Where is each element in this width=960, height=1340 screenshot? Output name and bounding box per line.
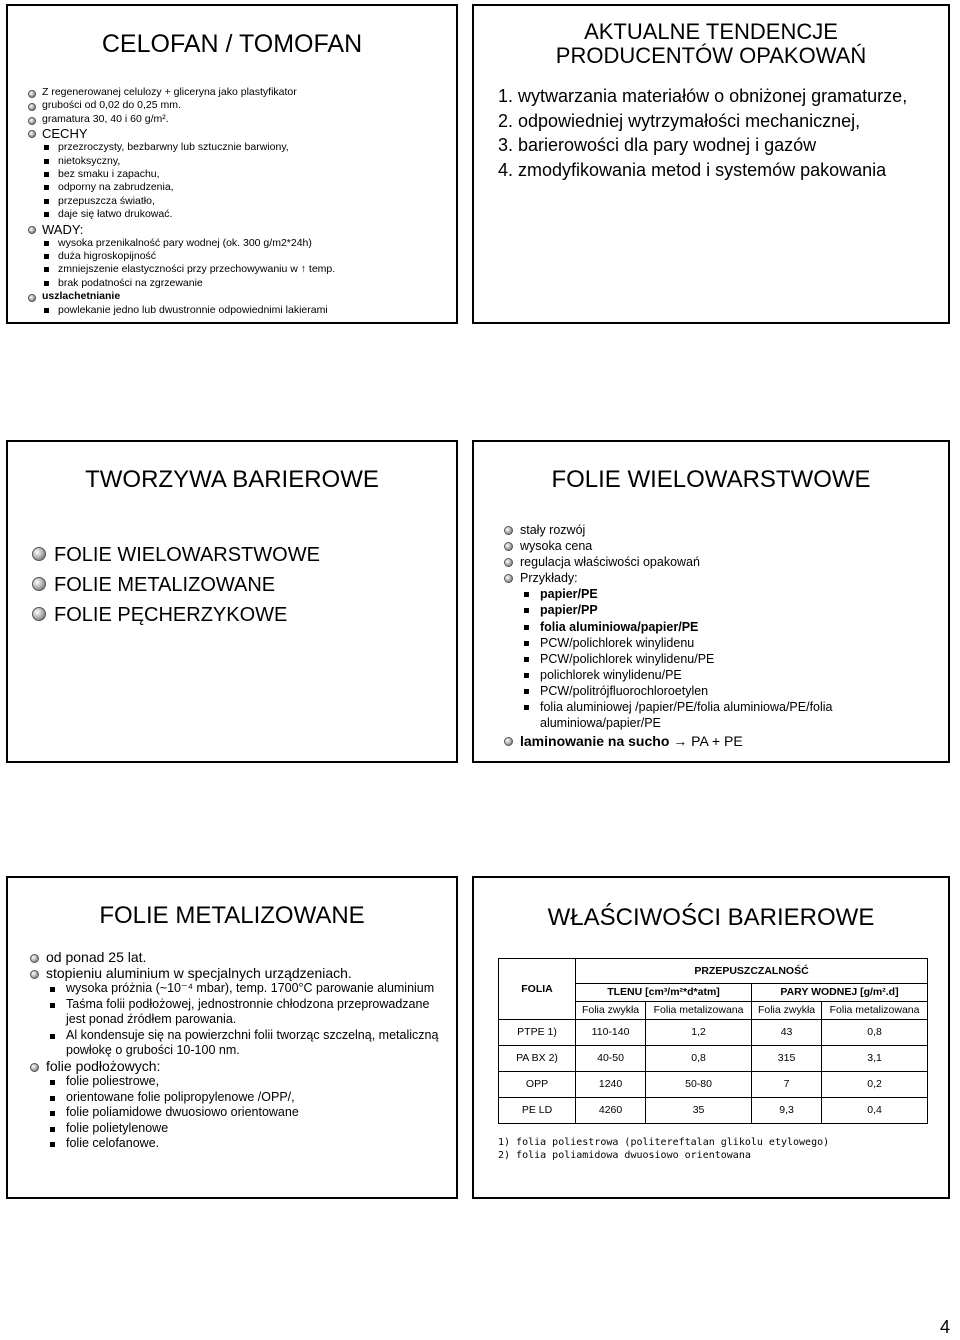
table-subheader: Folia metalizowana [822,1002,928,1020]
table-header-row [499,959,928,984]
slide-folie-wielowarstwowe [472,440,950,763]
table-row [499,1098,928,1124]
slide-folie-metalizowane [6,876,458,1199]
table-header-pary: PARY WODNEJ [g/m².d] [751,984,927,1002]
barrier-properties-table [498,958,928,1124]
list-item: bez smaku i zapachu, [58,168,452,181]
laminowanie-label: laminowanie na sucho [520,733,670,750]
slide-title: FOLIE WIELOWARSTWOWE [551,466,871,493]
list-item: folia aluminiowej /papier/PE/folia aluminiowa/PE/folia aluminiowa/papier/PE [540,699,940,731]
list-item: zmniejszenie elastyczności przy przechowywaniu w ↑ temp. [58,263,452,276]
table-footnotes [498,1136,829,1162]
list-item: PCW/polichlorek winylidenu [540,635,940,651]
title-line-2 [474,44,948,68]
slide-title: TWORZYWA BARIEROWE [85,466,379,493]
table-cell: 1,2 [646,1020,752,1046]
slide-title: WŁAŚCIWOŚCI BARIEROWE [547,904,875,931]
table-cell: 35 [646,1098,752,1124]
list-item: folie celofanowe. [66,1136,446,1152]
list-item: gramatura 30, 40 i 60 g/m². [42,113,452,126]
table-subheader: Folia metalizowana [646,1002,752,1020]
list-item: FOLIE WIELOWARSTWOWE [54,540,320,570]
table-cell: 7 [751,1072,821,1098]
list-item: od ponad 25 lat. [46,950,446,966]
title-line-1: AKTUALNE TENDENCJE [584,19,838,44]
list-item: 4. zmodyfikowania metod i systemów pakowania [498,159,887,180]
metalizowane-list [46,950,446,1152]
list-item: wysoka cena [520,538,940,554]
list-item: FOLIE PĘCHERZYKOWE [54,600,320,630]
slide-title [8,30,456,59]
slide-title [474,20,948,68]
list-item: wysoka przenikalność pary wodnej (ok. 300 g/m2*24h) [58,237,452,250]
list-item: przepuszcza światło, [58,195,452,208]
wielowarstwowe-list [520,522,940,749]
footnote: 2) folia poliamidowa dwuosiowo orientowana [498,1150,751,1161]
table-cell: PA BX 2) [499,1046,576,1072]
list-item: FOLIE METALIZOWANE [54,570,320,600]
list-item: PCW/politrójfluorochloroetylen [540,683,940,699]
title-thin-part: / TOMOFAN [218,30,363,58]
slide-tworzywa-barierowe [6,440,458,763]
list-item: folia aluminiowa/papier/PE [540,619,940,635]
list-item: regulacja właściwości opakowań [520,554,940,570]
table-cell: 0,8 [646,1046,752,1072]
list-item: uszlachetnianie [42,290,452,303]
celofan-list [42,86,452,317]
list-item: folie polietylenowe [66,1121,446,1137]
table-cell: 0,8 [822,1020,928,1046]
list-item: nietoksyczny, [58,155,452,168]
list-item: Przykłady: [520,570,940,586]
list-item: stały rozwój [520,522,940,538]
list-item: folie poliestrowe, [66,1074,446,1090]
list-item: papier/PE [540,586,940,602]
list-item: wysoka próżnia (~10⁻⁴ mbar), temp. 1700°C parowanie aluminium [66,981,446,997]
table-cell: 315 [751,1046,821,1072]
title-bold-part: PRODUCENTÓW [555,43,733,68]
table-cell: PE LD [499,1098,576,1124]
arrow-icon: → [669,733,692,750]
table-header-przepuszczalnosc: PRZEPUSZCZALNOŚĆ [576,959,928,984]
page-number: 4 [939,1317,950,1337]
list-item: PCW/polichlorek winylidenu/PE [540,651,940,667]
list-item: orientowane folie polipropylenowe /OPP/, [66,1090,446,1106]
table-subheader: Folia zwykła [576,1002,646,1020]
table-cell: 0,4 [822,1098,928,1124]
table-cell: 0,2 [822,1072,928,1098]
table-cell: 3,1 [822,1046,928,1072]
laminowanie-rest: PA + PE [691,733,743,750]
list-item: Taśma folii podłożowej, jednostronnie chłodzona przeprowadzane jest ponad źródłem parowania. [66,997,446,1028]
slide-tendencje [472,4,950,324]
list-item: Z regenerowanej celulozy + gliceryna jako plastyfikator [42,86,452,99]
table-row [499,1020,928,1046]
table-cell: 43 [751,1020,821,1046]
title-thin-part: OPAKOWAŃ [732,43,867,68]
table-cell: 4260 [576,1098,646,1124]
table-cell: 40-50 [576,1046,646,1072]
table-cell: 50-80 [646,1072,752,1098]
tworzywa-list [54,540,320,630]
list-item: 3. barierowości dla pary wodnej i gazów [498,135,817,155]
list-item: folie podłożowych: [46,1059,446,1075]
list-item: 1. wytwarzania materiałów o obniżonej gramaturze, [498,86,908,106]
list-item: polichlorek winylidenu/PE [540,667,940,683]
table-row [499,1046,928,1072]
table-subheader: Folia zwykła [751,1002,821,1020]
table-cell: 9,3 [751,1098,821,1124]
slide-title: FOLIE METALIZOWANE [99,902,365,929]
slide-wlasciwosci-barierowe [472,876,950,1199]
list-item: Al kondensuje się na powierzchni folii tworząc szczelną, metaliczną powłokę o grubości 10-100 nm. [66,1028,446,1059]
table-cell: 110-140 [576,1020,646,1046]
list-item: odporny na zabrudzenia, [58,181,452,194]
list-item: daje się łatwo drukować. [58,208,452,221]
table-cell: 1240 [576,1072,646,1098]
table-header-folia: FOLIA [499,959,576,1020]
table-cell: OPP [499,1072,576,1098]
table-cell: PTPE 1) [499,1020,576,1046]
slide-celofan [6,4,458,324]
list-item: stopieniu aluminium w specjalnych urządzeniach. [46,966,446,982]
list-item [520,733,940,749]
list-item: duża higroskopijność [58,250,452,263]
table-header-tlenu: TLENU [cm³/m²*d*atm] [576,984,752,1002]
tendencje-list [498,84,938,182]
footnote: 1) folia poliestrowa (politereftalan glikolu etylowego) [498,1137,830,1148]
table-row [499,1072,928,1098]
list-item: 2. odpowiedniej wytrzymałości mechanicznej, [498,110,861,131]
list-item: CECHY [42,126,452,141]
list-item: WADY: [42,222,452,237]
list-item: papier/PP [540,602,940,618]
list-item: przezroczysty, bezbarwny lub sztucznie barwiony, [58,141,452,154]
list-item: brak podatności na zgrzewanie [58,277,452,290]
list-item: powlekanie jedno lub dwustronnie odpowiednimi lakierami [58,304,452,317]
list-item: grubości od 0,02 do 0,25 mm. [42,99,452,112]
list-item: folie poliamidowe dwuosiowo orientowane [66,1105,446,1121]
title-bold-part: CELOFAN [101,30,219,58]
